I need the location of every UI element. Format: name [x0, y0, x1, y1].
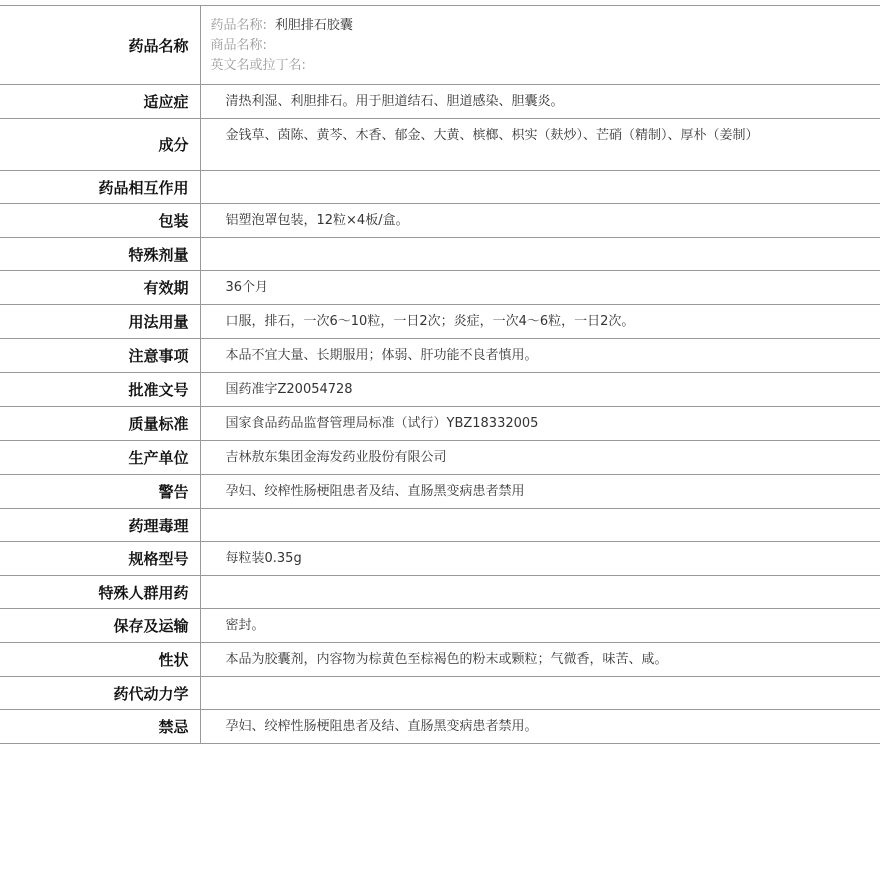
row-label: 生产单位 [0, 441, 200, 475]
row-label: 药品名称 [0, 6, 200, 85]
row-value: 36个月 [200, 271, 880, 305]
row-value: 孕妇、绞榨性肠梗阻患者及结、直肠黑变病患者禁用 [200, 475, 880, 509]
row-value: 本品不宜大量、长期服用；体弱、肝功能不良者慎用。 [200, 339, 880, 373]
row-label: 适应症 [0, 85, 200, 119]
row-value: 国家食品药品监督管理局标准（试行）YBZ18332005 [200, 407, 880, 441]
drug-spec-table [0, 5, 880, 744]
row-value: 金钱草、茵陈、黄芩、木香、郁金、大黄、槟榔、枳实（麸炒）、芒硝（精制）、厚朴（姜制） [200, 119, 880, 171]
trade-name-key: 商品名称: [210, 38, 267, 53]
row-usage-dosage [0, 305, 880, 339]
row-special-dosage [0, 238, 880, 271]
trade-name-line [211, 36, 861, 56]
row-value: 清热利湿、利胆排石。用于胆道结石、胆道感染、胆囊炎。 [200, 85, 880, 119]
row-label: 药代动力学 [0, 677, 200, 710]
name-block [200, 6, 880, 85]
row-storage-transport [0, 609, 880, 643]
row-value [200, 238, 880, 271]
row-label: 保存及运输 [0, 609, 200, 643]
row-approval-number [0, 373, 880, 407]
row-label: 包装 [0, 204, 200, 238]
row-special-populations [0, 576, 880, 609]
row-label: 警告 [0, 475, 200, 509]
row-warning [0, 475, 880, 509]
row-precautions [0, 339, 880, 373]
row-packaging [0, 204, 880, 238]
row-indications [0, 85, 880, 119]
row-label: 质量标准 [0, 407, 200, 441]
row-pharmacology-toxicology [0, 509, 880, 542]
row-label: 用法用量 [0, 305, 200, 339]
row-label: 成分 [0, 119, 200, 171]
row-value [200, 677, 880, 710]
row-label: 性状 [0, 643, 200, 677]
english-name-line [211, 56, 861, 76]
row-value: 铝塑泡罩包装，12粒×4板/盒。 [200, 204, 880, 238]
row-label: 药品相互作用 [0, 171, 200, 204]
row-pharmacokinetics [0, 677, 880, 710]
row-value [200, 171, 880, 204]
row-shelf-life [0, 271, 880, 305]
row-value: 吉林敖东集团金海发药业股份有限公司 [200, 441, 880, 475]
row-value: 每粒装0.35g [200, 542, 880, 576]
row-value: 密封。 [200, 609, 880, 643]
row-label: 有效期 [0, 271, 200, 305]
row-drug-name [0, 6, 880, 85]
generic-name-value: 利胆排石胶囊 [274, 18, 353, 33]
row-specification [0, 542, 880, 576]
generic-name-key: 药品名称: [210, 18, 267, 33]
row-label: 药理毒理 [0, 509, 200, 542]
row-manufacturer [0, 441, 880, 475]
row-value [200, 509, 880, 542]
row-label: 注意事项 [0, 339, 200, 373]
row-label: 特殊剂量 [0, 238, 200, 271]
row-value: 孕妇、绞榨性肠梗阻患者及结、直肠黑变病患者禁用。 [200, 710, 880, 744]
row-drug-interactions [0, 171, 880, 204]
row-value: 口服，排石，一次6～10粒，一日2次；炎症，一次4～6粒，一日2次。 [200, 305, 880, 339]
row-description [0, 643, 880, 677]
row-label: 规格型号 [0, 542, 200, 576]
row-value [200, 576, 880, 609]
row-value: 国药准字Z20054728 [200, 373, 880, 407]
row-contraindications [0, 710, 880, 744]
row-value: 本品为胶囊剂，内容物为棕黄色至棕褐色的粉末或颗粒；气微香，味苦、咸。 [200, 643, 880, 677]
row-label: 禁忌 [0, 710, 200, 744]
row-label: 特殊人群用药 [0, 576, 200, 609]
row-ingredients [0, 119, 880, 171]
row-label: 批准文号 [0, 373, 200, 407]
generic-name-line [211, 16, 861, 36]
row-quality-standard [0, 407, 880, 441]
english-name-key: 英文名或拉丁名: [210, 58, 306, 73]
